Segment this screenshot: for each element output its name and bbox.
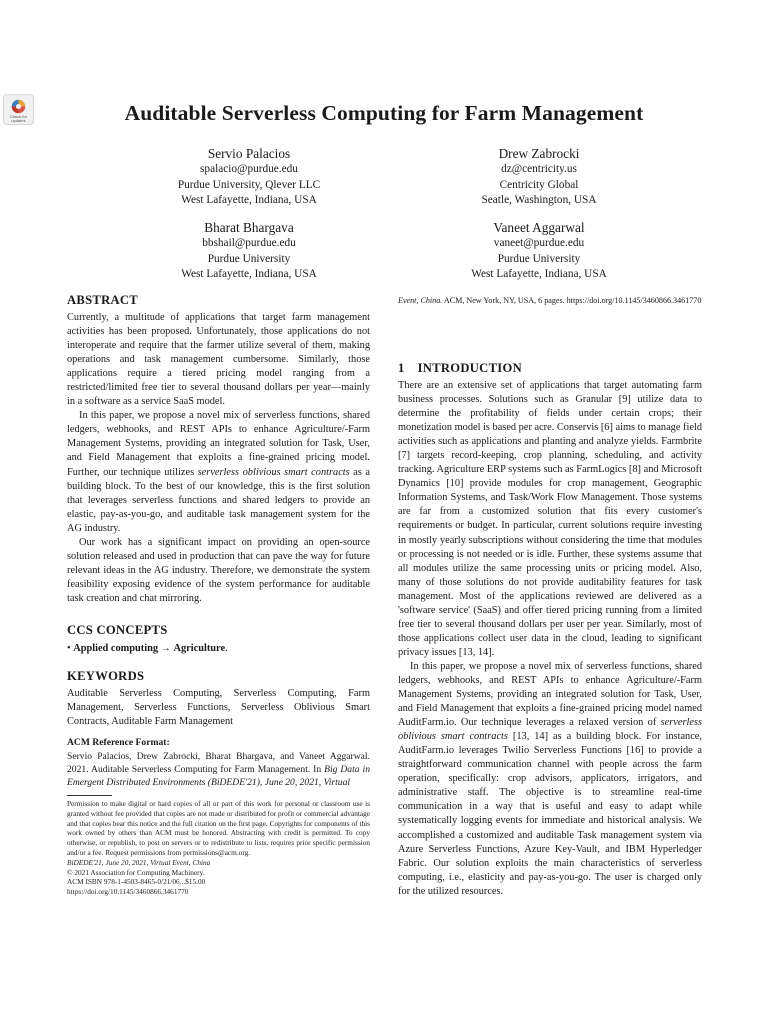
- copyright-line: © 2021 Association for Computing Machinery.: [67, 867, 205, 877]
- ccs-item-applied: Applied computing: [73, 643, 158, 654]
- ccs-period: .: [225, 643, 228, 654]
- footnote-divider: [67, 795, 112, 796]
- author-affiliation: Purdue University: [497, 252, 581, 265]
- section-number: 1: [398, 361, 405, 375]
- keywords-heading: KEYWORDS: [67, 669, 145, 683]
- isbn-line: ACM ISBN 978-1-4503-8465-0/21/06...$15.00: [67, 877, 206, 887]
- author-email: spalacio@purdue.edu: [200, 163, 298, 175]
- author-affiliation: Purdue University, Qlever LLC: [177, 178, 321, 191]
- badge-label-2: updates: [11, 118, 26, 124]
- author-email: dz@centricity.us: [501, 163, 577, 175]
- acm-reference-text: [67, 750, 370, 790]
- section-heading-introduction: [398, 361, 522, 376]
- author-email: bbshail@purdue.edu: [202, 237, 296, 249]
- author-location: West Lafayette, Indiana, USA: [181, 268, 317, 281]
- abstract-p2-text: In this paper, we propose a novel mix of serverless functions, shared ledgers, webhooks, and REST APIs to enhance Agriculture/-Farm Management Systems, providing an integrated solution for Task, User, and Field Management that exploits a fine-grained pricing model. Further, our technique utilizes: [67, 410, 370, 478]
- acm-reference-venue: Big Data in Emergent Distributed Environments (BiDEDE'21), June 20, 2021, Virtual: [67, 764, 370, 789]
- author-affiliation: Centricity Global: [499, 178, 579, 191]
- author-block-3: [119, 219, 379, 283]
- permission-venue: BiDEDE'21, June 20, 2021, Virtual Event, China: [67, 857, 211, 867]
- intro-p2-text-cont: [13, 14] as a building block. For instance, AuditFarm.io leverages Twilio Serverless Functions [16] to provide a straightforward communication channel with people across the farm operation, specifically: crop advisors, applicators, irrigators, and administrative staff. The objective is to streamline real-time communication in a way that is useful and easy to adapt while systematically logging events for immediate and historical analysis. We accomplished a customized and auditable Task management system via Azure Serverless Functions, Azure Key-Vault, and IBM Hyperledger Fabric. Our solution exploits the main characteristics of serverless computing, i.e., elasticity and pay-as-you-go. The user is charged only for the utilized resources.: [398, 731, 702, 897]
- intro-paragraph-1: There are an extensive set of applications that target automating farm business processes. Solutions such as Granular [9] utilize data to determine the profitability of fields under certain crops; their monetization model is based per acre. Conservis [6] aims to manage field activities such as applications and planting and analyze yields. Farmbrite [7] targets record-keeping, crop planning, scheduling, and activity tracking. Agriculture ERP systems such as FarmLogics [8] and Microsoft Dynamics [10] provide modules for crop management, Geographic Information Systems, and Task/Work Flow Management. Those systems are far from a customized solution that fits every customer's requirements or budget. In particular, current solutions require investing in mostly yearly subscriptions without considering the time that modules or processing is not needed or is idle. Further, these systems assume that all modules utilize the same processing units or pricing model. Also, many of those solutions do not provide auditability features for task management. Most of the applications reviewed are delivered as a 'software service' (SaaS) and offer tiered pricing running from a limited free tier to several thousand dollars per user per year. Similarly, most of those applications collect user data in the cloud, leading to significant privacy issues [13, 14].: [398, 380, 702, 658]
- acm-reference-heading: ACM Reference Format:: [67, 737, 170, 748]
- author-name: Servio Palacios: [207, 146, 291, 161]
- abstract-body: [67, 311, 370, 606]
- paper-title: Auditable Serverless Computing for Farm Management: [124, 101, 644, 125]
- abstract-heading: ABSTRACT: [67, 293, 138, 307]
- acm-reference-continued: [398, 295, 702, 306]
- abstract-p2-text-cont: as a building block. To the best of our knowledge, this is the first solution that leverages serverless functions and shared ledgers to provide an elastic, pay-as-you-go, and auditable task management system for the AG industry.: [67, 466, 370, 534]
- author-block-1: [119, 145, 379, 209]
- acm-reference-plain: Servio Palacios, Drew Zabrocki, Bharat Bhargava, and Vaneet Aggarwal. 2021. Auditable Serverless Computing for Farm Management. In: [67, 751, 370, 776]
- ccs-heading: CCS CONCEPTS: [67, 623, 168, 637]
- author-location: West Lafayette, Indiana, USA: [181, 194, 317, 207]
- acm-reference-continued-text: ACM, New York, NY, USA, 6 pages. https://doi.org/10.1145/3460866.3461770: [442, 296, 702, 305]
- author-location: Seatle, Washington, USA: [481, 194, 597, 207]
- intro-p2-emphasis: serverless oblivious smart contracts: [398, 717, 702, 743]
- ccs-concepts: [67, 642, 370, 656]
- introduction-body: [398, 379, 702, 899]
- abstract-paragraph-1: Currently, a multitude of applications that target farm management activities has been proposed. Unfortunately, those applications do not interoperate and require that the farmer utilize several of them, making operations and task management cumbersome. Similarly, those applications require a tiered pricing model ranging from a restricted/limited free tier to several thousand dollars per year—mainly in a software as a service SaaS model.: [67, 312, 370, 408]
- ccs-item-agriculture: Agriculture: [173, 643, 226, 654]
- author-block-2: [409, 145, 669, 209]
- intro-p2-text: In this paper, we propose a novel mix of serverless functions, shared ledgers, webhooks, and REST APIs to enhance Agriculture/-Farm Management Systems, providing an integrated solution for Task, User, and Field Management that exploits a fine-grained pricing model named AuditFarm.io. Our technique leverages a relaxed version of: [398, 660, 702, 729]
- author-name: Vaneet Aggarwal: [493, 220, 585, 235]
- doi-line: https://doi.org/10.1145/3460866.3461770: [67, 887, 189, 897]
- arrow-icon: →: [160, 643, 171, 654]
- permission-text: Permission to make digital or hard copies of all or part of this work for personal or classroom use is granted without fee provided that copies are not made or distributed for profit or commercial advantage and that copies bear this notice and the full citation on the first page. Copyrights for components of this work owned by others than ACM must be honored. Abstracting with credit is permitted. To copy otherwise, or republish, to post on servers or to redistribute to lists, requires prior specific permission and/or a fee. Request permissions from permissions@acm.org.: [67, 799, 370, 857]
- abstract-paragraph-3: Our work has a significant impact on providing an open-source solution released and used in production that can pave the way for future relevant ideas in the AG industry. Therefore, we demonstrate the system feasibility exposing evidence of the system performance for auditable task creation and chat mirroring.: [67, 536, 370, 604]
- section-title: INTRODUCTION: [417, 361, 522, 375]
- acm-reference-continued-venue: Event, China.: [398, 296, 443, 305]
- author-email: vaneet@purdue.edu: [493, 237, 585, 249]
- author-block-4: [409, 219, 669, 283]
- author-location: West Lafayette, Indiana, USA: [471, 268, 607, 281]
- permission-notice: [67, 799, 370, 897]
- author-name: Drew Zabrocki: [498, 146, 580, 161]
- author-affiliation: Purdue University: [207, 252, 291, 265]
- abstract-paragraph-2: [67, 409, 370, 535]
- ccs-bullet: •: [67, 643, 71, 654]
- author-name: Bharat Bhargava: [204, 220, 294, 235]
- acm-reference: [67, 736, 370, 790]
- badge-label-1: Check for: [9, 114, 28, 119]
- keywords-text: Auditable Serverless Computing, Serverless Computing, Farm Management, Serverless Functions, Serverless Oblivious Smart Contracts, Auditable Farm Management: [67, 688, 370, 728]
- abstract-p2-emphasis: serverless oblivious smart contracts: [197, 466, 350, 478]
- intro-paragraph-2: [398, 660, 702, 899]
